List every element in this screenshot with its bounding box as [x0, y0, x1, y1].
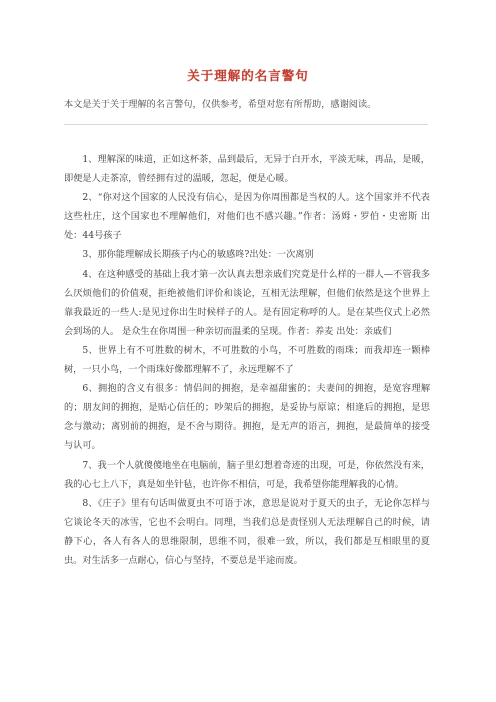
- paragraph: 6、拥抱的含义有很多：情侣间的拥抱，是幸福甜蜜的；夫妻间的拥抱，是宽容理解的；朋友间的拥抱，是贴心信任的；吵架后的拥抱，是妥协与原谅；相逢后的拥抱，是思念与激动；离别前的拥抱，是不舍与期待。拥抱，是无声的语言，拥抱，是最简单的接受与认可。: [64, 383, 430, 452]
- paragraph: 3、那你能理解成长期孩子内心的敏感咚?出处：一次离别: [82, 249, 314, 261]
- document-intro: 本文是关于关于理解的名言警句，仅供参考，希望对您有所帮助，感谢阅读。: [64, 99, 377, 110]
- document-body: [64, 150, 430, 570]
- paragraph: 4、在这种感受的基础上我才第一次认真去想亲戚们究竟是什么样的一群人—不管我多么厌烦他们的价值观，拒绝被他们评价和谈论，互相无法理解，但他们依然是这个世界上靠我最近的一些人:是见过你出生时候样子的人。是有固定称呼的人。是在某些仪式上必然会到场的人。 是众生在你周围一种亲切而温柔的呈现。作者：养麦 出处：亲戚们: [64, 268, 430, 337]
- document-title: 关于理解的名言警句: [187, 68, 309, 83]
- paragraph: 5、世界上有不可胜数的树木，不可胜数的小鸟，不可胜数的雨珠；而我却连一颗棒树，一只小鸟，一个雨珠好像都理解不了，永远理解不了: [64, 344, 430, 376]
- paragraph: 8、《庄子》里有句话叫做夏虫不可语于冰，意思是说对于夏天的虫子，无论你怎样与它谈论冬天的冰雪，它也不会明白。同理，当我们总是责怪别人无法理解自己的时候，请静下心，各人有各人的思维限制，思维不同，很难一致，所以，我们都是互相眼里的夏虫。对生活多一点耐心，信心与坚持，不要总是半途而废。: [64, 497, 430, 566]
- paragraph: 2、“你对这个国家的人民没有信心，是因为你周围都是当权的人。这个国家并不代表这些杜庄，这个国家也不理解他们，对他们也不感兴趣。”作者：汤姆・罗伯・史密斯 出处：44号孩子: [64, 192, 430, 242]
- paragraph: 7、我一个人就傻傻地坐在电脑前，脑子里幻想着奇迹的出现，可是，你依然没有来，我的心七上八下，真是如坐针毡，也许你不相信，可是，我希望你能理解我的心情。: [64, 459, 430, 490]
- divider: [64, 124, 428, 125]
- paragraph: 1、理解深的味道，正如这杯茶，品到最后，无异于白开水，平淡无味，再品，是暖，即便是人走茶凉，曾经拥有过的温暖，忽起，便是心暖。: [64, 154, 430, 185]
